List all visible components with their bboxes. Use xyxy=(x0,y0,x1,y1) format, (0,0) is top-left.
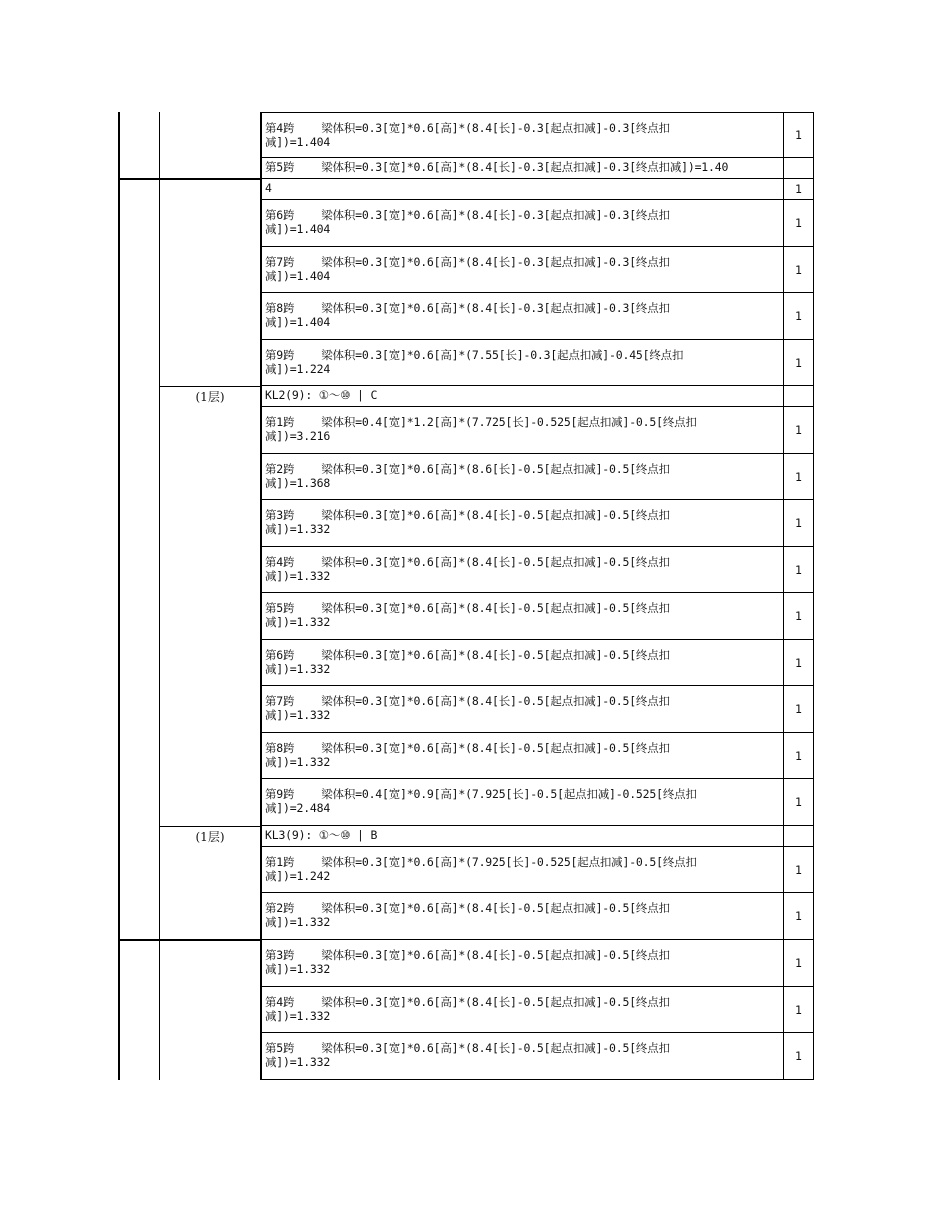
formula-text: KL3(9): ①～⑩ | B xyxy=(265,828,378,842)
formula-text: 第2跨 梁体积=0.3[宽]*0.6[高]*(8.4[长]-0.5[起点扣减]-0.5[终点扣 减])=1.332 xyxy=(265,901,670,929)
formula-text: 第7跨 梁体积=0.3[宽]*0.6[高]*(8.4[长]-0.5[起点扣减]-0.5[终点扣 减])=1.332 xyxy=(265,694,670,722)
quantity-cell: 1 xyxy=(783,113,813,157)
quantity-cell: 1 xyxy=(783,293,813,339)
section-separator xyxy=(118,939,261,941)
quantity-cell: 1 xyxy=(783,593,813,639)
table-row xyxy=(261,500,814,547)
table-row xyxy=(261,112,814,158)
floor-label: (1层) xyxy=(195,390,225,404)
formula-text: 第4跨 梁体积=0.3[宽]*0.6[高]*(8.4[长]-0.5[起点扣减]-0.5[终点扣 减])=1.332 xyxy=(265,555,670,583)
formula-text: 第4跨 梁体积=0.3[宽]*0.6[高]*(8.4[长]-0.5[起点扣减]-0.5[终点扣 减])=1.332 xyxy=(265,995,670,1023)
quantity-cell: 1 xyxy=(783,179,813,199)
quantity-cell xyxy=(783,826,813,846)
quantity-cell: 1 xyxy=(783,893,813,939)
quantity-cell: 1 xyxy=(783,247,813,292)
formula-text: 第3跨 梁体积=0.3[宽]*0.6[高]*(8.4[长]-0.5[起点扣减]-0.5[终点扣 减])=1.332 xyxy=(265,948,670,976)
quantity-cell: 1 xyxy=(783,454,813,499)
quantity-cell: 1 xyxy=(783,987,813,1032)
table-row xyxy=(261,1033,814,1080)
formula-text: 第5跨 梁体积=0.3[宽]*0.6[高]*(8.4[长]-0.3[起点扣减]-0.3[终点扣减])=1.40 xyxy=(265,160,729,174)
table-row xyxy=(261,640,814,686)
table-row xyxy=(261,593,814,640)
formula-text: KL2(9): ①～⑩ | C xyxy=(265,388,378,402)
formula-text: 第9跨 梁体积=0.3[宽]*0.6[高]*(7.55[长]-0.3[起点扣减]-0.45[终点扣 减])=1.224 xyxy=(265,348,684,376)
formula-text: 第5跨 梁体积=0.3[宽]*0.6[高]*(8.4[长]-0.5[起点扣减]-0.5[终点扣 减])=1.332 xyxy=(265,1041,670,1069)
left-border-line xyxy=(118,112,120,1080)
floor-separator xyxy=(160,826,260,827)
table-row xyxy=(261,826,814,847)
table-row xyxy=(261,407,814,454)
formula-text: 第5跨 梁体积=0.3[宽]*0.6[高]*(8.4[长]-0.5[起点扣减]-0.5[终点扣 减])=1.332 xyxy=(265,601,670,629)
floor-label: (1层) xyxy=(195,830,225,844)
formula-text: 第6跨 梁体积=0.3[宽]*0.6[高]*(8.4[长]-0.5[起点扣减]-0.5[终点扣 减])=1.332 xyxy=(265,648,670,676)
formula-text: 第9跨 梁体积=0.4[宽]*0.9[高]*(7.925[长]-0.5[起点扣减]-0.525[终点扣 减])=2.484 xyxy=(265,787,697,815)
col-divider-line xyxy=(159,112,160,1080)
formula-text: 第6跨 梁体积=0.3[宽]*0.6[高]*(8.4[长]-0.3[起点扣减]-0.3[终点扣 减])=1.404 xyxy=(265,208,670,236)
formula-text: 第1跨 梁体积=0.3[宽]*0.6[高]*(7.925[长]-0.525[起点扣减]-0.5[终点扣 减])=1.242 xyxy=(265,855,697,883)
table-row xyxy=(261,893,814,940)
table-row xyxy=(261,733,814,779)
table-row xyxy=(261,247,814,293)
table-row xyxy=(261,293,814,340)
table-row xyxy=(261,547,814,593)
quantity-cell: 1 xyxy=(783,779,813,825)
formula-text: 第8跨 梁体积=0.3[宽]*0.6[高]*(8.4[长]-0.3[起点扣减]-0.3[终点扣 减])=1.404 xyxy=(265,301,670,329)
quantity-cell: 1 xyxy=(783,500,813,546)
quantity-cell: 1 xyxy=(783,407,813,453)
quantity-cell: 1 xyxy=(783,847,813,892)
formula-text: 第3跨 梁体积=0.3[宽]*0.6[高]*(8.4[长]-0.5[起点扣减]-0.5[终点扣 减])=1.332 xyxy=(265,508,670,536)
table-row xyxy=(261,158,814,179)
formula-text: 第2跨 梁体积=0.3[宽]*0.6[高]*(8.6[长]-0.5[起点扣减]-0.5[终点扣 减])=1.368 xyxy=(265,462,670,490)
quantity-cell: 1 xyxy=(783,340,813,385)
floor-separator xyxy=(160,386,260,387)
quantity-cell: 1 xyxy=(783,200,813,246)
quantity-cell xyxy=(783,158,813,178)
table-row xyxy=(261,200,814,247)
table-row xyxy=(261,686,814,733)
quantity-cell xyxy=(783,386,813,406)
formula-text: 第4跨 梁体积=0.3[宽]*0.6[高]*(8.4[长]-0.3[起点扣减]-0.3[终点扣 减])=1.404 xyxy=(265,121,670,149)
table-row xyxy=(261,847,814,893)
formula-text: 第8跨 梁体积=0.3[宽]*0.6[高]*(8.4[长]-0.5[起点扣减]-0.5[终点扣 减])=1.332 xyxy=(265,741,670,769)
quantity-cell: 1 xyxy=(783,547,813,592)
quantity-cell: 1 xyxy=(783,940,813,986)
table-row xyxy=(261,386,814,407)
formula-text: 第7跨 梁体积=0.3[宽]*0.6[高]*(8.4[长]-0.3[起点扣减]-0.3[终点扣 减])=1.404 xyxy=(265,255,670,283)
quantity-cell: 1 xyxy=(783,1033,813,1079)
formula-text: 第1跨 梁体积=0.4[宽]*1.2[高]*(7.725[长]-0.525[起点扣减]-0.5[终点扣 减])=3.216 xyxy=(265,415,697,443)
table-row xyxy=(261,940,814,987)
table-row xyxy=(261,779,814,826)
formula-text: 4 xyxy=(265,181,272,195)
table-row xyxy=(261,179,814,200)
quantity-cell: 1 xyxy=(783,733,813,778)
section-separator xyxy=(118,178,261,180)
quantity-cell: 1 xyxy=(783,686,813,732)
table-row xyxy=(261,340,814,386)
quantity-cell: 1 xyxy=(783,640,813,685)
table-row xyxy=(261,454,814,500)
table-row xyxy=(261,987,814,1033)
